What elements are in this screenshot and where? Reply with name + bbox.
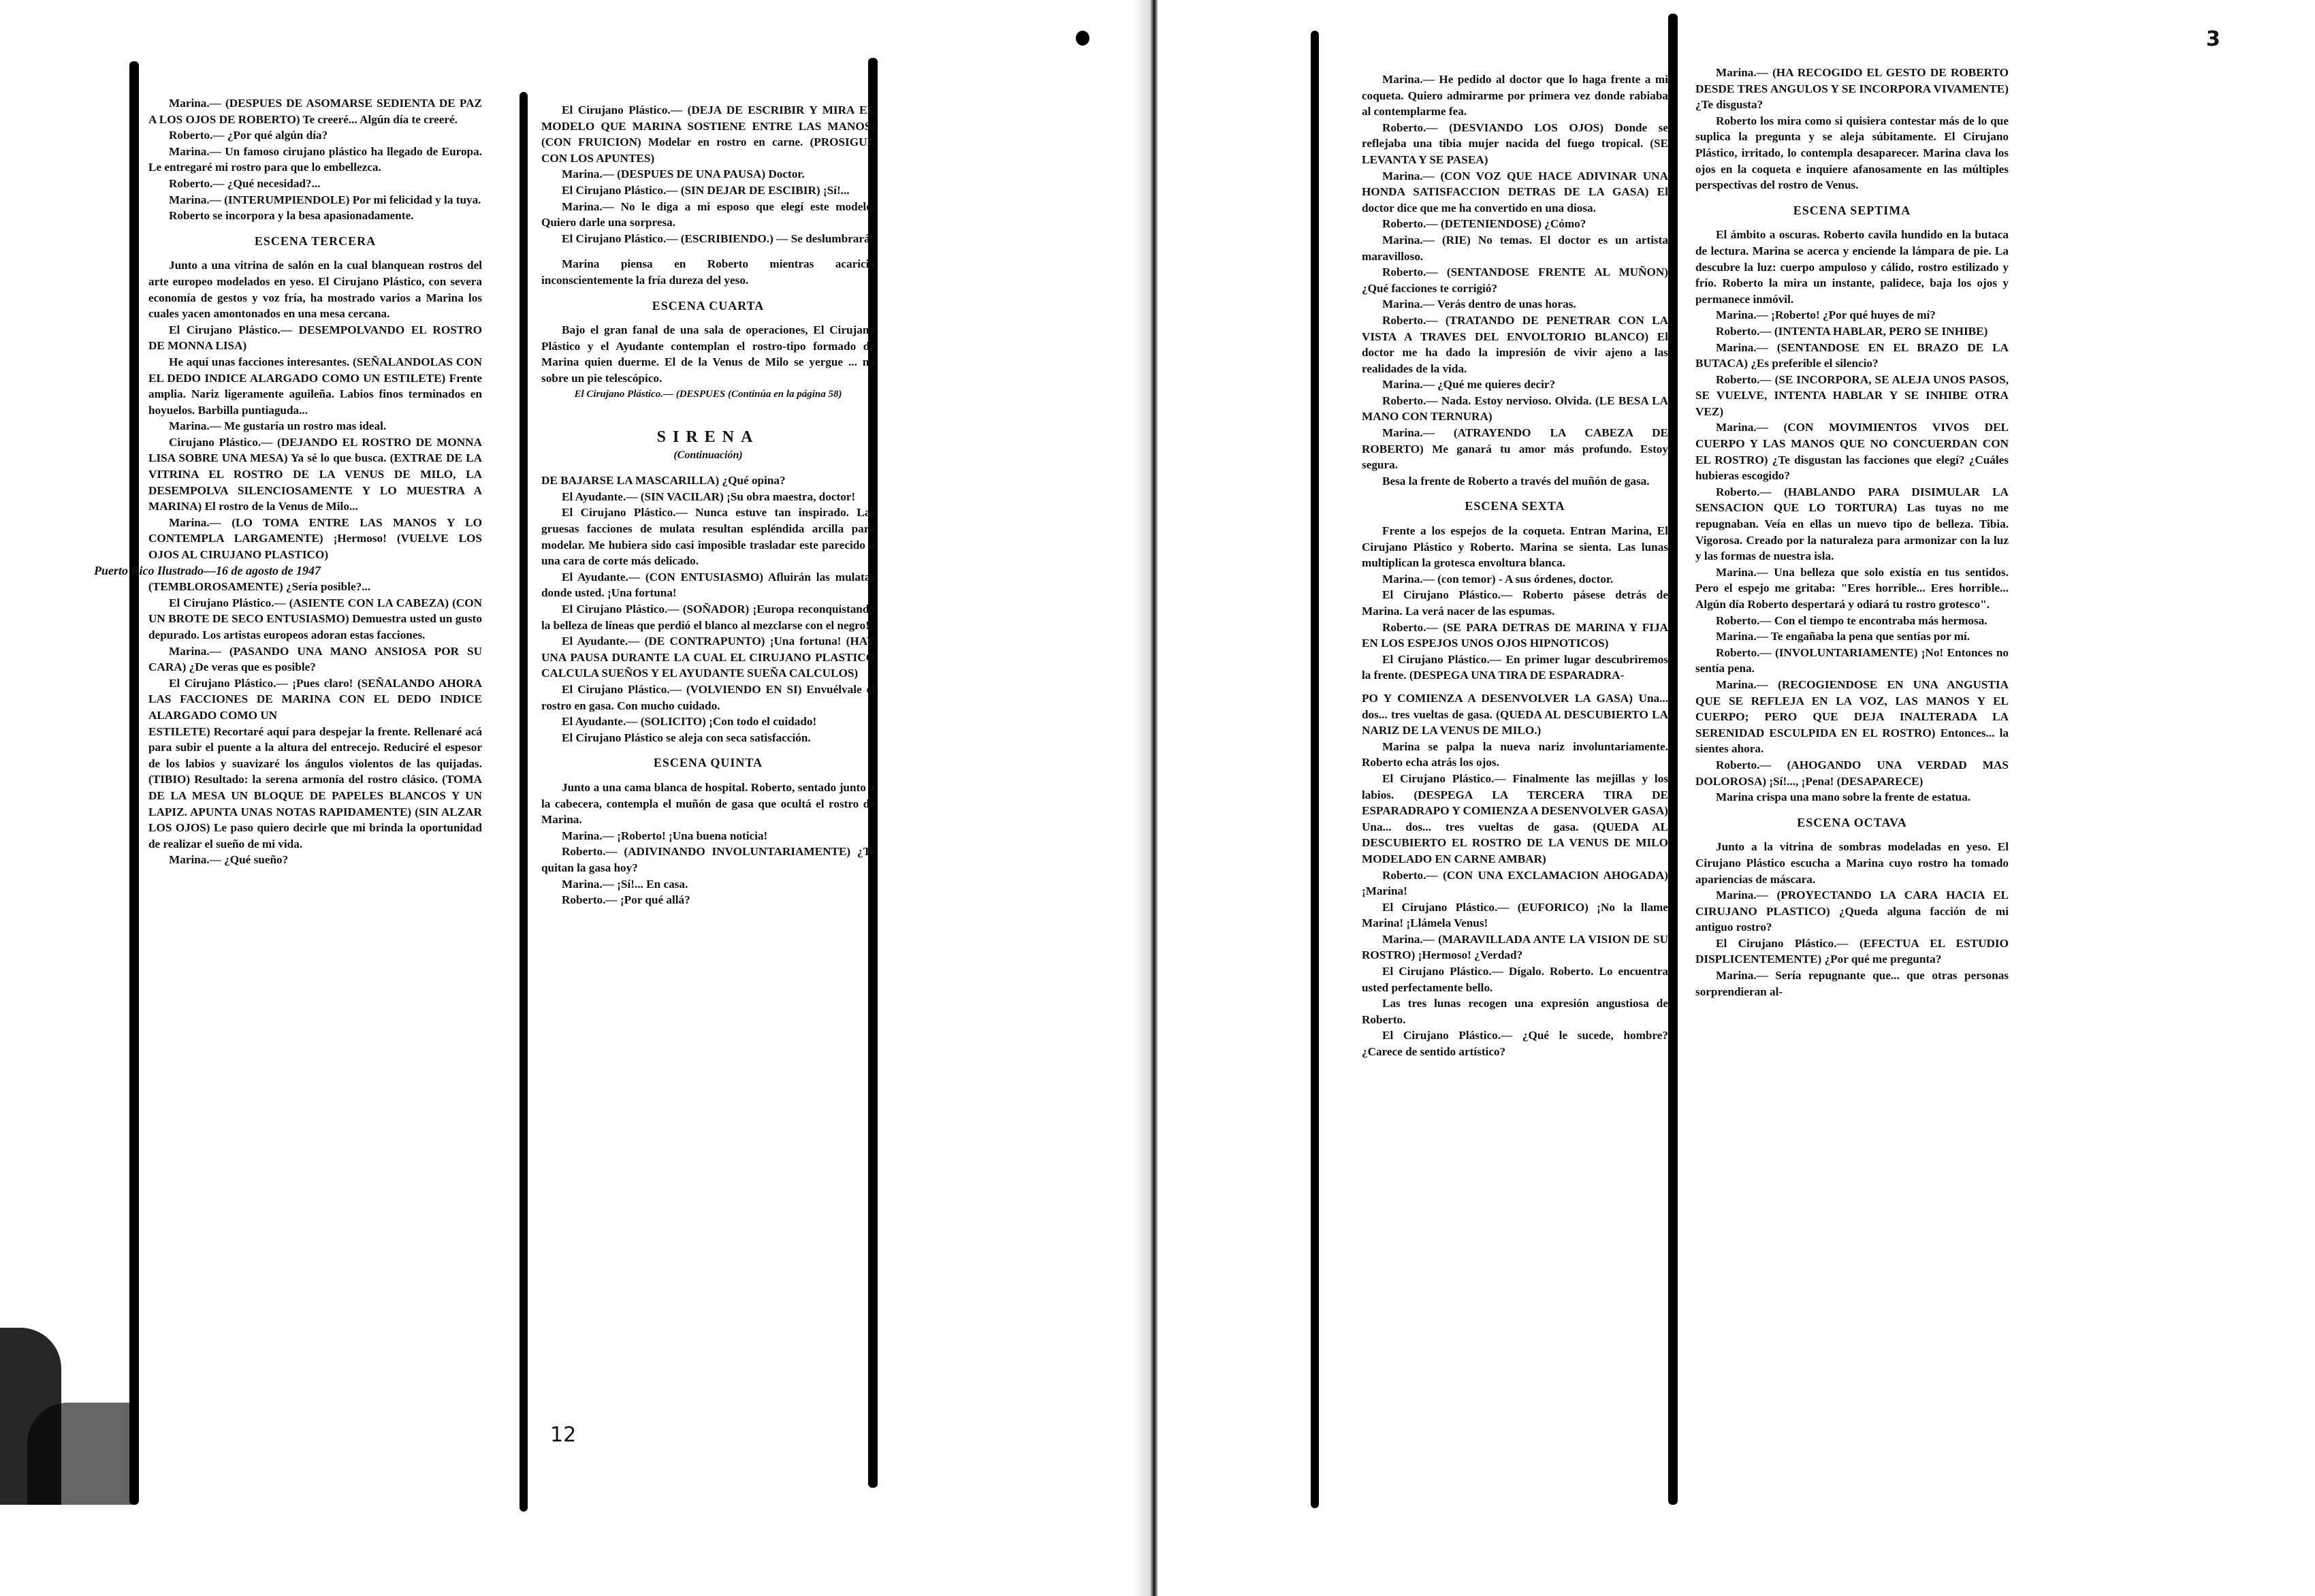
scene-heading: ESCENA OCTAVA bbox=[1797, 815, 1907, 829]
scene-heading: ESCENA SEXTA bbox=[1465, 499, 1565, 513]
paragraph: Marina.— No le diga a mi esposo que elegí este modelo. Quiero darle una sorpresa. bbox=[541, 200, 875, 229]
paragraph: El Cirujano Plástico.— (SOÑADOR) ¡Europa reconquistando la belleza de líneas que perdió el blanco al mezclarse con el negro! bbox=[541, 603, 875, 632]
paragraph: Marina.— (LO TOMA ENTRE LAS MANOS Y LO CONTEMPLA LARGAMENTE) ¡Hermoso! (VUELVE LOS OJOS AL CIRUJANO PLASTICO) bbox=[148, 515, 482, 562]
paragraph: Marina.— ¿Qué sueño? bbox=[169, 853, 289, 867]
paragraph: Marina.— (PASANDO UNA MANO ANSIOSA POR SU CARA) ¿De veras que es posible? bbox=[148, 644, 482, 674]
paragraph: Roberto.— (INTENTA HABLAR, PERO SE INHIBE) bbox=[1716, 324, 1988, 338]
paragraph: Marina.— Verás dentro de unas horas. bbox=[1382, 298, 1576, 311]
paragraph: Marina.— He pedido al doctor que lo haga frente a mi coqueta. Quiero admirarme por primera vez donde rabiaba al contemplarme fea. bbox=[1362, 73, 1668, 118]
paragraph: El Ayudante.— (CON ENTUSIASMO) Afluirán las mulatas donde usted. ¡Una fortuna! bbox=[541, 570, 875, 600]
paragraph: Roberto.— (SE PARA DETRAS DE MARINA Y FIJA EN LOS ESPEJOS UNOS OJOS HIPNOTICOS) bbox=[1362, 620, 1668, 650]
right-page bbox=[1158, 0, 2315, 1596]
paragraph: Marina.— (ATRAYENDO LA CABEZA DE ROBERTO) Me ganará tu amor más profundo. Estoy segura. bbox=[1362, 426, 1668, 472]
paragraph: Marina.— ¿Qué me quieres decir? bbox=[1382, 378, 1556, 392]
paragraph: El Cirujano Plástico.— En primer lugar descubriremos la frente. (DESPEGA UNA TIRA DE ESPARADRA- bbox=[1362, 652, 1668, 682]
paragraph: Marina.— Sería repugnante que... que otras personas sorprendieran al- bbox=[1695, 969, 2009, 998]
column-rule-left-1 bbox=[129, 61, 139, 1505]
paragraph: El Cirujano Plástico.— DESEMPOLVANDO EL ROSTRO DE MONNA LISA) bbox=[148, 323, 482, 353]
paragraph: El Cirujano Plástico.— Finalmente las mejillas y los labios. (DESPEGA LA TERCERA TIRA DE ESPARADRAPO Y COMIENZA A DESENVOLVER GASA) Una... dos... tres vueltas de gasa. (QUEDA AL DESCUBIERTO EL ROSTRO DE LA VENUS DE MILO MODELADO EN CARNE AMBAR) bbox=[1362, 771, 1668, 865]
paragraph: Roberto.— (TRATANDO DE PENETRAR CON LA VISTA A TRAVES DEL ENVOLTORIO BLANCO) El doctor me ha dado la impresión de vivir ajeno a las realidades de la vida. bbox=[1362, 313, 1668, 375]
paragraph: Roberto los mira como si quisiera contestar más de lo que suplica la pregunta y se aleja súbitamente. El Cirujano Plástico, irritado, lo contempla desaparecer. Marina clava los ojos en la coqueta e inquiere afanosamente en las múltiples perspectivas del rostro de Venus. bbox=[1695, 114, 2009, 192]
paragraph: Roberto.— Con el tiempo te encontraba más hermosa. bbox=[1716, 613, 1987, 627]
paragraph: Marina.— ¡Sí!... En casa. bbox=[562, 877, 688, 891]
paragraph: Marina.— ¡Roberto! ¡Una buena noticia! bbox=[562, 829, 768, 842]
paragraph: Roberto.— (ADIVINANDO INVOLUNTARIAMENTE) ¿Te quitan la gasa hoy? bbox=[541, 845, 875, 874]
paragraph: Bajo el gran fanal de una sala de operaciones, El Cirujano Plástico y el Ayudante contemplan el rostro-tipo formado de Marina quien duerme. El de la Venus de Milo se yergue ... no sobre un pie telescópico. bbox=[541, 323, 875, 385]
paragraph: Roberto.— (AHOGANDO UNA VERDAD MAS DOLOROSA) ¡Sí!..., ¡Pena! (DESAPARECE) bbox=[1695, 758, 2009, 788]
paragraph: Marina.— (RECOGIENDOSE EN UNA ANGUSTIA QUE SE REFLEJA EN LA VOZ, LAS MANOS Y EL CUERPO; PERO QUE DEJA INALTERADA LA SERENIDAD ESCULPIDA EN EL ROSTRO) Entonces... la sientes ahora. bbox=[1695, 677, 2009, 756]
paragraph: El Cirujano Plástico.— (SIN DEJAR DE ESCIBIR) ¡Sí!... bbox=[562, 183, 850, 197]
paragraph: El Cirujano Plástico.— (EUFORICO) ¡No la llame Marina! ¡Llámela Venus! bbox=[1362, 900, 1668, 930]
paragraph: Marina.— (HA RECOGIDO EL GESTO DE ROBERTO DESDE TRES ANGULOS Y SE INCORPORA VIVAMENTE) ¿Te disgusta? bbox=[1695, 66, 2009, 112]
paragraph: Marina.— (CON VOZ QUE HACE ADIVINAR UNA HONDA SATISFACCION DETRAS DE LA GASA) El doctor dice que me ha convertido en una diosa. bbox=[1362, 169, 1668, 214]
scene-heading: ESCENA SEPTIMA bbox=[1793, 203, 1911, 217]
paragraph: Roberto.— Nada. Estoy nervioso. Olvida. (LE BESA LA MANO CON TERNURA) bbox=[1362, 394, 1668, 424]
paragraph: El Ayudante.— (DE CONTRAPUNTO) ¡Una fortuna! (HAY UNA PAUSA DURANTE LA CUAL EL CIRUJANO PLASTICO CALCULA SUEÑOS Y EL AYUDANTE SUEÑA CALCULOS) bbox=[541, 635, 875, 680]
paragraph: Roberto se incorpora y la besa apasionadamente. bbox=[169, 209, 414, 223]
page-number-right: 3 bbox=[2206, 27, 2220, 51]
paragraph: El Cirujano Plástico.— ¡Pues claro! (SEÑALANDO AHORA LAS FACCIONES DE MARINA CON EL DEDO INDICE ALARGADO COMO UN bbox=[148, 676, 482, 722]
paragraph: Marina.— Me gustaría un rostro mas ideal. bbox=[169, 419, 387, 433]
column-1 bbox=[94, 95, 482, 1382]
column-rule-right-1 bbox=[1311, 31, 1319, 1508]
column-3 bbox=[1362, 71, 1668, 1467]
paragraph: Marina.— (INTERUMPIENDOLE) Por mi felicidad y la tuya. bbox=[169, 193, 481, 206]
paragraph: Besa la frente de Roberto a través del muñón de gasa. bbox=[1382, 474, 1650, 488]
paragraph: Marina se palpa la nueva nariz involuntariamente. Roberto echa atrás los ojos. bbox=[1362, 739, 1668, 769]
paragraph: El ámbito a oscuras. Roberto cavila hundido en la butaca de lectura. Marina se acerca y enciende la lámpara de pie. La descubre la luz: cuerpo ampuloso y cálido, rostro estilizado y frío. Roberto la mira un instante, palidece, baja los ojos y permanece inmóvil. bbox=[1695, 228, 2009, 306]
paragraph: PO Y COMIENZA A DESENVOLVER LA GASA) Una... dos... tres vueltas de gasa. (QUEDA AL DESCUBIERTO LA NARIZ DE LA VENUS DE MILO.) bbox=[1362, 691, 1668, 737]
paragraph: Marina.— (MARAVILLADA ANTE LA VISION DE SU ROSTRO) ¡Hermoso! ¿Verdad? bbox=[1362, 932, 1668, 962]
paragraph: Roberto.— ¿Por qué algún día? bbox=[169, 129, 328, 142]
paragraph: El Cirujano Plástico.— Nunca estuve tan inspirado. Las gruesas facciones de mulata resultan espléndida arcilla para modelar. Me hubiera sido casi imposible trasladar este parecido a una cara de corte más delicado. bbox=[541, 506, 875, 568]
paragraph: Marina.— (RIE) No temas. El doctor es un artista maravilloso. bbox=[1362, 233, 1668, 263]
paragraph: Marina.— (SENTANDOSE EN EL BRAZO DE LA BUTACA) ¿Es preferible el silencio? bbox=[1695, 340, 2009, 370]
paragraph: Marina crispa una mano sobre la frente de estatua. bbox=[1716, 791, 1971, 804]
paragraph: Roberto.— ¡Por qué allá? bbox=[562, 893, 690, 907]
scan-mark bbox=[1076, 31, 1089, 46]
paragraph: Marina piensa en Roberto mientras acaricia inconscientemente la fría dureza del yeso. bbox=[541, 257, 875, 287]
paragraph: Marina.— (DESPUES DE ASOMARSE SEDIENTA DE PAZ A LOS OJOS DE ROBERTO) Te creeré... Algún día te creeré. bbox=[148, 97, 482, 126]
paragraph: El Cirujano Plástico.— Dígalo. Roberto. Lo encuentra usted perfectamente bello. bbox=[1362, 965, 1668, 994]
paragraph: Roberto.— ¿Qué necesidad?... bbox=[169, 176, 321, 190]
paragraph: Roberto.— (DESVIANDO LOS OJOS) Donde se reflejaba una tibia mujer nacida del fuego tropical. (SE LEVANTA Y SE PASEA) bbox=[1362, 121, 1668, 166]
paragraph: Marina.— (PROYECTANDO LA CARA HACIA EL CIRUJANO PLASTICO) ¿Queda alguna facción de mi antiguo rostro? bbox=[1695, 889, 2009, 934]
paragraph: Junto a una vitrina de salón en la cual blanquean rostros del arte europeo modelados en yeso. El Cirujano Plástico, con severa economía de gestos y voz fría, ha mostrado varios a Marina los cuales yacen amontonados en una mesa cercana. bbox=[148, 259, 482, 321]
paragraph: Marina.— (CON MOVIMIENTOS VIVOS DEL CUERPO Y LAS MANOS QUE NO CONCUERDAN CON EL ROSTRO) ¿Te disgustan las facciones que elegí? ¿Cuáles hubieras escogido? bbox=[1695, 421, 2009, 483]
scene-heading: ESCENA TERCERA bbox=[254, 234, 377, 248]
paragraph: Roberto.— (SENTANDOSE FRENTE AL MUÑON) ¿Qué facciones te corrigió? bbox=[1362, 266, 1668, 295]
article-title: SIRENA bbox=[656, 428, 760, 447]
continuation-note: El Cirujano Plástico.— (DESPUES (Continúa en la página 58) bbox=[574, 388, 842, 400]
paragraph: DE BAJARSE LA MASCARILLA) ¿Qué opina? bbox=[541, 474, 786, 488]
paragraph: Roberto.— (INVOLUNTARIAMENTE) ¡No! Entonces no sentía pena. bbox=[1695, 645, 2009, 675]
paragraph: El Ayudante.— (SOLICITO) ¡Con todo el cuidado! bbox=[562, 715, 817, 729]
paragraph: Cirujano Plástico.— (DEJANDO EL ROSTRO DE MONNA LISA SOBRE UNA MESA) Ya sé lo que busca. (EXTRAE DE LA VITRINA EL ROSTRO DE LA VENUS DE MILO, LA DESEMPOLVA SILENCIOSAMENTE Y LO MUESTRA A MARINA) El rostro de la Venus de Milo... bbox=[148, 435, 482, 513]
left-page bbox=[0, 0, 1151, 1596]
paragraph: Marina.— Una belleza que solo existía en tus sentidos. Pero el espejo me gritaba: "Eres horrible... Eres horrible... Algún día Roberto despertará y odiará tu rostro grotesco". bbox=[1695, 565, 2009, 611]
paragraph: Marina.— ¡Roberto! ¿Por qué huyes de mí? bbox=[1716, 308, 1936, 322]
paragraph: El Cirujano Plástico.— ¿Qué le sucede, hombre? ¿Carece de sentido artístico? bbox=[1362, 1029, 1668, 1059]
column-2 bbox=[541, 102, 875, 1382]
paragraph: Roberto.— (SE INCORPORA, SE ALEJA UNOS PASOS, SE VUELVE, INTENTA HABLAR Y SE INHIBE OTRA VEZ) bbox=[1695, 372, 2009, 418]
paragraph: El Cirujano Plástico.— (ESCRIBIENDO.) — Se deslumbrará. bbox=[562, 232, 873, 245]
publication-credit: Puerto Rico Ilustrado—16 de agosto de 1947 bbox=[94, 563, 321, 577]
paragraph: El Cirujano Plástico se aleja con seca satisfacción. bbox=[562, 731, 811, 744]
paragraph: Marina.— Te engañaba la pena que sentías por mí. bbox=[1716, 630, 1970, 643]
column-4 bbox=[1695, 65, 2009, 1461]
paragraph: Marina.— Un famoso cirujano plástico ha llegado de Europa. Le entregaré mi rostro para que lo embellezca. bbox=[148, 144, 482, 174]
scene-heading: ESCENA CUARTA bbox=[652, 298, 765, 313]
column-rule-right-2 bbox=[1668, 14, 1678, 1505]
paragraph: El Cirujano Plástico.— (DEJA DE ESCRIBIR Y MIRA EL MODELO QUE MARINA SOSTIENE ENTRE LAS MANOS) (CON FRUICION) Modelar en rostro en carne. (PROSIGUE CON LOS APUNTES) bbox=[541, 103, 875, 165]
scene-heading: ESCENA QUINTA bbox=[653, 756, 763, 770]
paragraph: He aquí unas facciones interesantes. (SEÑALANDOLAS CON EL DEDO INDICE ALARGADO COMO UN ESTILETE) Frente amplia. Nariz ligeramente aguileña. Labios finos terminados en hoyuelos. Barbilla puntiaguda... bbox=[148, 355, 482, 417]
paragraph: ESTILETE) Recortaré aquí para despejar la frente. Rellenaré acá para subir el puente a la altura del entrecejo. Reduciré el espesor de los labios y suavizaré los ángulos violentos de las quijadas. (TIBIO) Resultado: la serena armonía del rostro clásico. (TOMA DE LA MESA UN BLOQUE DE PAPELES BLANCOS Y UN LAPIZ. APUNTA UNAS NOTAS RAPIDAMENTE) (SIN ALZAR LOS OJOS) Le paso quiero decirle que mi brinda la oportunidad de realizar el sueño de mi vida. bbox=[148, 724, 482, 850]
column-rule-left-2 bbox=[520, 92, 528, 1512]
paragraph: Marina.— (DESPUES DE UNA PAUSA) Doctor. bbox=[562, 167, 805, 181]
paragraph: Las tres lunas recogen una expresión angustiosa de Roberto. bbox=[1362, 997, 1668, 1026]
scan-smudge bbox=[27, 1403, 136, 1505]
paragraph: Roberto.— (DETENIENDOSE) ¿Cómo? bbox=[1382, 217, 1586, 231]
paragraph: El Cirujano Plástico.— Roberto pásese detrás de Marina. La verá nacer de las espumas. bbox=[1362, 588, 1668, 618]
page-number-left: 12 bbox=[550, 1423, 577, 1447]
paragraph: Junto a una cama blanca de hospital. Roberto, sentado junto a la cabecera, contempla el muñón de gasa que ocultá el rostro de Marina. bbox=[541, 780, 875, 827]
paragraph: Marina.— (con temor) - A sus órdenes, doctor. bbox=[1382, 572, 1614, 586]
paragraph: (TEMBLOROSAMENTE) ¿Sería posible?... bbox=[148, 580, 371, 594]
paragraph: Roberto.— (CON UNA EXCLAMACION AHOGADA) ¡Marina! bbox=[1362, 868, 1668, 898]
paragraph: El Cirujano Plástico.— (ASIENTE CON LA CABEZA) (CON UN BROTE DE SECO ENTUSIASMO) Demuestra usted un gusto depurado. Los artistas europeos adoran estas facciones. bbox=[148, 596, 482, 641]
paragraph: Roberto.— (HABLANDO PARA DISIMULAR LA SENSACION QUE LO TORTURA) Las tuyas no me repugnaban. Veía en ellas un nuevo tipo de belleza. Tibia. Vigorosa. Creado por la naturaleza para armonizar con la luz y las formas de nuestra isla. bbox=[1695, 485, 2009, 563]
paragraph: El Cirujano Plástico.— (EFECTUA EL ESTUDIO DISPLICENTEMENTE) ¿Por qué me pregunta? bbox=[1695, 936, 2009, 966]
paragraph: Frente a los espejos de la coqueta. Entran Marina, El Cirujano Plástico y Roberto. Marina se sienta. Las lunas multiplican la grotesca envoltura blanca. bbox=[1362, 524, 1668, 570]
paragraph: Junto a la vitrina de sombras modeladas en yeso. El Cirujano Plástico escucha a Marina cuyo rostro ha tomado apariencias de máscara. bbox=[1695, 840, 2009, 886]
paragraph: El Cirujano Plástico.— (VOLVIENDO EN SI) Envuélvale el rostro en gasa. Con mucho cuidado. bbox=[541, 683, 875, 712]
paragraph: El Ayudante.— (SIN VACILAR) ¡Su obra maestra, doctor! bbox=[562, 490, 856, 503]
article-subtitle: (Continuación) bbox=[673, 449, 743, 461]
